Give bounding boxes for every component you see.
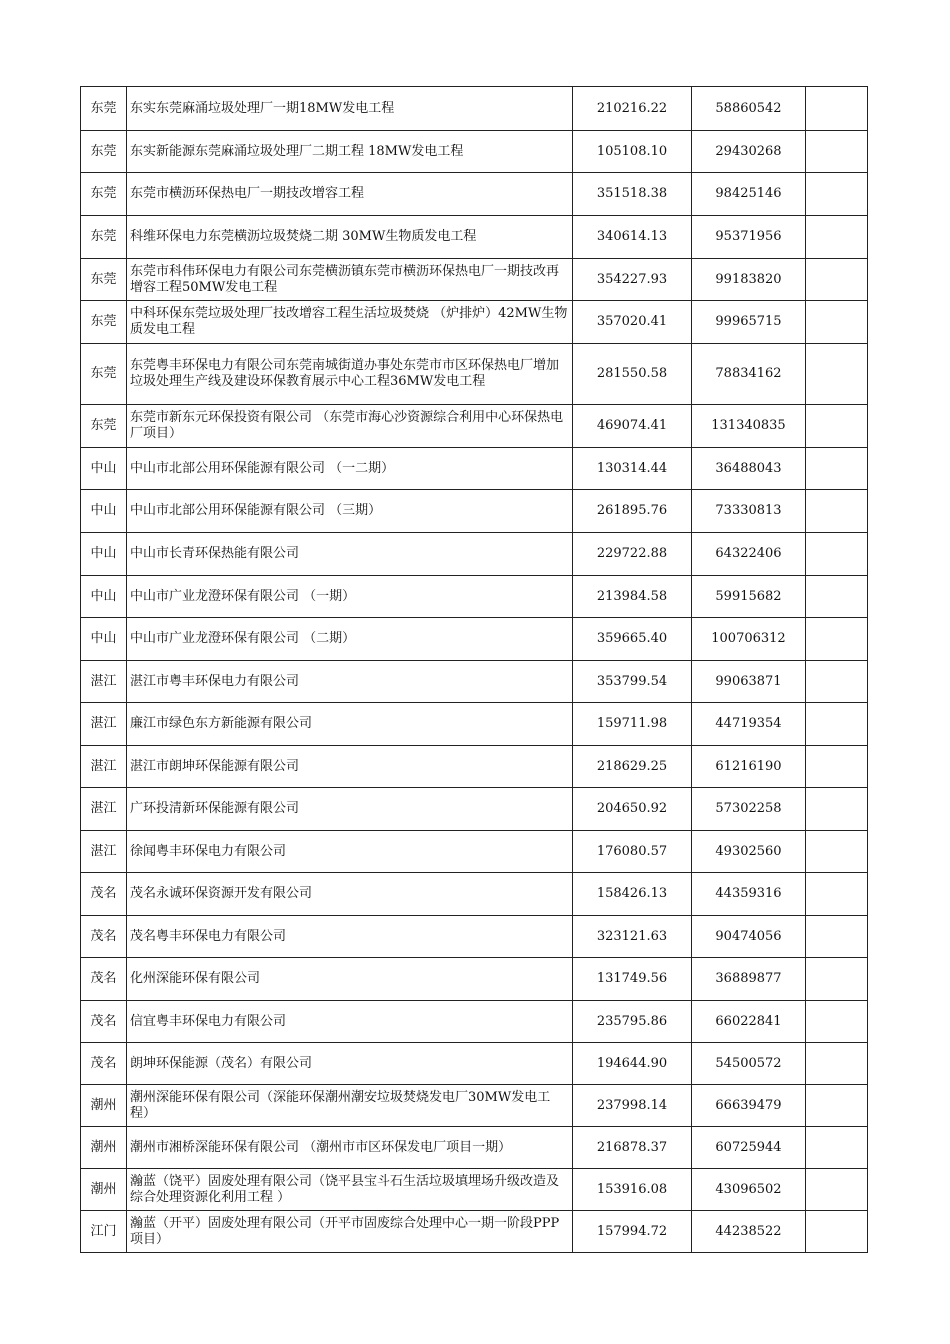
empty-cell <box>806 661 868 703</box>
empty-cell <box>806 344 868 405</box>
value-b-cell: 44238522 <box>692 1211 806 1253</box>
city-cell: 茂名 <box>81 873 127 916</box>
table-row <box>81 490 868 533</box>
empty-cell <box>806 405 868 448</box>
table-row <box>81 1127 868 1169</box>
value-b-cell: 61216190 <box>692 746 806 788</box>
value-b-cell: 100706312 <box>692 618 806 661</box>
value-b-cell: 66639479 <box>692 1085 806 1127</box>
city-cell: 江门 <box>81 1211 127 1253</box>
value-a-cell: 159711.98 <box>573 703 692 746</box>
empty-cell <box>806 490 868 533</box>
value-b-cell: 98425146 <box>692 173 806 216</box>
value-a-cell: 131749.56 <box>573 958 692 1001</box>
table-row <box>81 1169 868 1211</box>
empty-cell <box>806 533 868 576</box>
project-name-cell: 瀚蓝（开平）固废处理有限公司（开平市固废综合处理中心一期一阶段PPP项目） <box>127 1211 573 1253</box>
table-row <box>81 1001 868 1043</box>
empty-cell <box>806 746 868 788</box>
value-b-cell: 64322406 <box>692 533 806 576</box>
value-b-cell: 78834162 <box>692 344 806 405</box>
table-row <box>81 216 868 259</box>
empty-cell <box>806 1211 868 1253</box>
project-name-cell: 广环投清新环保能源有限公司 <box>127 788 573 831</box>
empty-cell <box>806 301 868 344</box>
table-row <box>81 87 868 131</box>
city-cell: 茂名 <box>81 1001 127 1043</box>
table-row <box>81 661 868 703</box>
value-a-cell: 176080.57 <box>573 831 692 873</box>
empty-cell <box>806 131 868 173</box>
value-b-cell: 44719354 <box>692 703 806 746</box>
value-b-cell: 99965715 <box>692 301 806 344</box>
value-a-cell: 235795.86 <box>573 1001 692 1043</box>
value-a-cell: 210216.22 <box>573 87 692 131</box>
city-cell: 中山 <box>81 576 127 618</box>
value-a-cell: 261895.76 <box>573 490 692 533</box>
city-cell: 湛江 <box>81 831 127 873</box>
value-a-cell: 351518.38 <box>573 173 692 216</box>
project-name-cell: 中山市广业龙澄环保有限公司 （二期） <box>127 618 573 661</box>
project-name-cell: 潮州深能环保有限公司（深能环保潮州潮安垃圾焚烧发电厂30MW发电工程） <box>127 1085 573 1127</box>
value-a-cell: 357020.41 <box>573 301 692 344</box>
empty-cell <box>806 916 868 958</box>
project-name-cell: 信宜粤丰环保电力有限公司 <box>127 1001 573 1043</box>
city-cell: 东莞 <box>81 259 127 301</box>
table-row <box>81 958 868 1001</box>
city-cell: 湛江 <box>81 746 127 788</box>
table-row <box>81 405 868 448</box>
project-name-cell: 瀚蓝（饶平）固废处理有限公司（饶平县宝斗石生活垃圾填埋场升级改造及综合处理资源化利用工程 ） <box>127 1169 573 1211</box>
empty-cell <box>806 788 868 831</box>
table-row <box>81 533 868 576</box>
value-b-cell: 29430268 <box>692 131 806 173</box>
project-name-cell: 徐闻粤丰环保电力有限公司 <box>127 831 573 873</box>
project-name-cell: 中山市北部公用环保能源有限公司 （一二期） <box>127 448 573 490</box>
project-name-cell: 中山市北部公用环保能源有限公司 （三期） <box>127 490 573 533</box>
city-cell: 中山 <box>81 448 127 490</box>
value-b-cell: 57302258 <box>692 788 806 831</box>
empty-cell <box>806 216 868 259</box>
city-cell: 茂名 <box>81 916 127 958</box>
value-a-cell: 218629.25 <box>573 746 692 788</box>
city-cell: 湛江 <box>81 703 127 746</box>
project-name-cell: 朗坤环保能源（茂名）有限公司 <box>127 1043 573 1085</box>
city-cell: 茂名 <box>81 1043 127 1085</box>
table-row <box>81 831 868 873</box>
value-a-cell: 229722.88 <box>573 533 692 576</box>
city-cell: 东莞 <box>81 301 127 344</box>
empty-cell <box>806 173 868 216</box>
city-cell: 潮州 <box>81 1127 127 1169</box>
table-row <box>81 131 868 173</box>
empty-cell <box>806 259 868 301</box>
empty-cell <box>806 1127 868 1169</box>
project-name-cell: 东莞市新东元环保投资有限公司 （东莞市海心沙资源综合利用中心环保热电厂项目） <box>127 405 573 448</box>
table-row <box>81 873 868 916</box>
empty-cell <box>806 576 868 618</box>
empty-cell <box>806 1169 868 1211</box>
project-name-cell: 东莞市横沥环保热电厂一期技改增容工程 <box>127 173 573 216</box>
value-b-cell: 90474056 <box>692 916 806 958</box>
table-body <box>81 87 868 1253</box>
table-row <box>81 618 868 661</box>
project-name-cell: 中山市长青环保热能有限公司 <box>127 533 573 576</box>
value-a-cell: 130314.44 <box>573 448 692 490</box>
empty-cell <box>806 1001 868 1043</box>
value-b-cell: 36889877 <box>692 958 806 1001</box>
empty-cell <box>806 87 868 131</box>
value-b-cell: 59915682 <box>692 576 806 618</box>
value-b-cell: 73330813 <box>692 490 806 533</box>
value-a-cell: 204650.92 <box>573 788 692 831</box>
value-b-cell: 95371956 <box>692 216 806 259</box>
project-name-cell: 中山市广业龙澄环保有限公司 （一期） <box>127 576 573 618</box>
table-row <box>81 344 868 405</box>
project-name-cell: 廉江市绿色东方新能源有限公司 <box>127 703 573 746</box>
table-row <box>81 746 868 788</box>
value-b-cell: 60725944 <box>692 1127 806 1169</box>
project-name-cell: 中科环保东莞垃圾处理厂技改增容工程生活垃圾焚烧 （炉排炉）42MW生物质发电工程 <box>127 301 573 344</box>
table-row <box>81 259 868 301</box>
project-name-cell: 湛江市朗坤环保能源有限公司 <box>127 746 573 788</box>
value-b-cell: 36488043 <box>692 448 806 490</box>
city-cell: 东莞 <box>81 131 127 173</box>
value-a-cell: 359665.40 <box>573 618 692 661</box>
value-b-cell: 99063871 <box>692 661 806 703</box>
value-a-cell: 340614.13 <box>573 216 692 259</box>
project-table <box>80 86 868 1253</box>
value-b-cell: 49302560 <box>692 831 806 873</box>
project-name-cell: 茂名永诚环保资源开发有限公司 <box>127 873 573 916</box>
project-name-cell: 科维环保电力东莞横沥垃圾焚烧二期 30MW生物质发电工程 <box>127 216 573 259</box>
city-cell: 潮州 <box>81 1169 127 1211</box>
table-row <box>81 916 868 958</box>
value-b-cell: 99183820 <box>692 259 806 301</box>
city-cell: 东莞 <box>81 405 127 448</box>
value-a-cell: 281550.58 <box>573 344 692 405</box>
value-b-cell: 44359316 <box>692 873 806 916</box>
city-cell: 湛江 <box>81 788 127 831</box>
empty-cell <box>806 831 868 873</box>
value-a-cell: 157994.72 <box>573 1211 692 1253</box>
table-row <box>81 788 868 831</box>
table-row <box>81 448 868 490</box>
project-name-cell: 湛江市粤丰环保电力有限公司 <box>127 661 573 703</box>
table-row <box>81 301 868 344</box>
city-cell: 湛江 <box>81 661 127 703</box>
value-b-cell: 66022841 <box>692 1001 806 1043</box>
value-b-cell: 54500572 <box>692 1043 806 1085</box>
value-a-cell: 237998.14 <box>573 1085 692 1127</box>
value-a-cell: 105108.10 <box>573 131 692 173</box>
value-a-cell: 216878.37 <box>573 1127 692 1169</box>
table-row <box>81 1043 868 1085</box>
value-a-cell: 353799.54 <box>573 661 692 703</box>
empty-cell <box>806 873 868 916</box>
value-b-cell: 43096502 <box>692 1169 806 1211</box>
city-cell: 东莞 <box>81 173 127 216</box>
table-row <box>81 1085 868 1127</box>
city-cell: 中山 <box>81 490 127 533</box>
value-a-cell: 323121.63 <box>573 916 692 958</box>
project-name-cell: 东实东莞麻涌垃圾处理厂一期18MW发电工程 <box>127 87 573 131</box>
empty-cell <box>806 618 868 661</box>
city-cell: 东莞 <box>81 216 127 259</box>
table-row <box>81 1211 868 1253</box>
city-cell: 中山 <box>81 533 127 576</box>
city-cell: 中山 <box>81 618 127 661</box>
empty-cell <box>806 1043 868 1085</box>
project-name-cell: 东莞市科伟环保电力有限公司东莞横沥镇东莞市横沥环保热电厂一期技改再增容工程50MW发电工程 <box>127 259 573 301</box>
city-cell: 潮州 <box>81 1085 127 1127</box>
city-cell: 东莞 <box>81 87 127 131</box>
empty-cell <box>806 958 868 1001</box>
project-name-cell: 茂名粤丰环保电力有限公司 <box>127 916 573 958</box>
table-row <box>81 703 868 746</box>
table-row <box>81 576 868 618</box>
empty-cell <box>806 703 868 746</box>
empty-cell <box>806 1085 868 1127</box>
value-b-cell: 58860542 <box>692 87 806 131</box>
value-a-cell: 213984.58 <box>573 576 692 618</box>
empty-cell <box>806 448 868 490</box>
project-name-cell: 东实新能源东莞麻涌垃圾处理厂二期工程 18MW发电工程 <box>127 131 573 173</box>
project-name-cell: 潮州市湘桥深能环保有限公司 （潮州市市区环保发电厂项目一期） <box>127 1127 573 1169</box>
value-b-cell: 131340835 <box>692 405 806 448</box>
value-a-cell: 469074.41 <box>573 405 692 448</box>
value-a-cell: 158426.13 <box>573 873 692 916</box>
value-a-cell: 194644.90 <box>573 1043 692 1085</box>
city-cell: 东莞 <box>81 344 127 405</box>
project-name-cell: 化州深能环保有限公司 <box>127 958 573 1001</box>
value-a-cell: 153916.08 <box>573 1169 692 1211</box>
value-a-cell: 354227.93 <box>573 259 692 301</box>
table-row <box>81 173 868 216</box>
city-cell: 茂名 <box>81 958 127 1001</box>
project-name-cell: 东莞粤丰环保电力有限公司东莞南城街道办事处东莞市市区环保热电厂增加垃圾处理生产线及建设环保教育展示中心工程36MW发电工程 <box>127 344 573 405</box>
